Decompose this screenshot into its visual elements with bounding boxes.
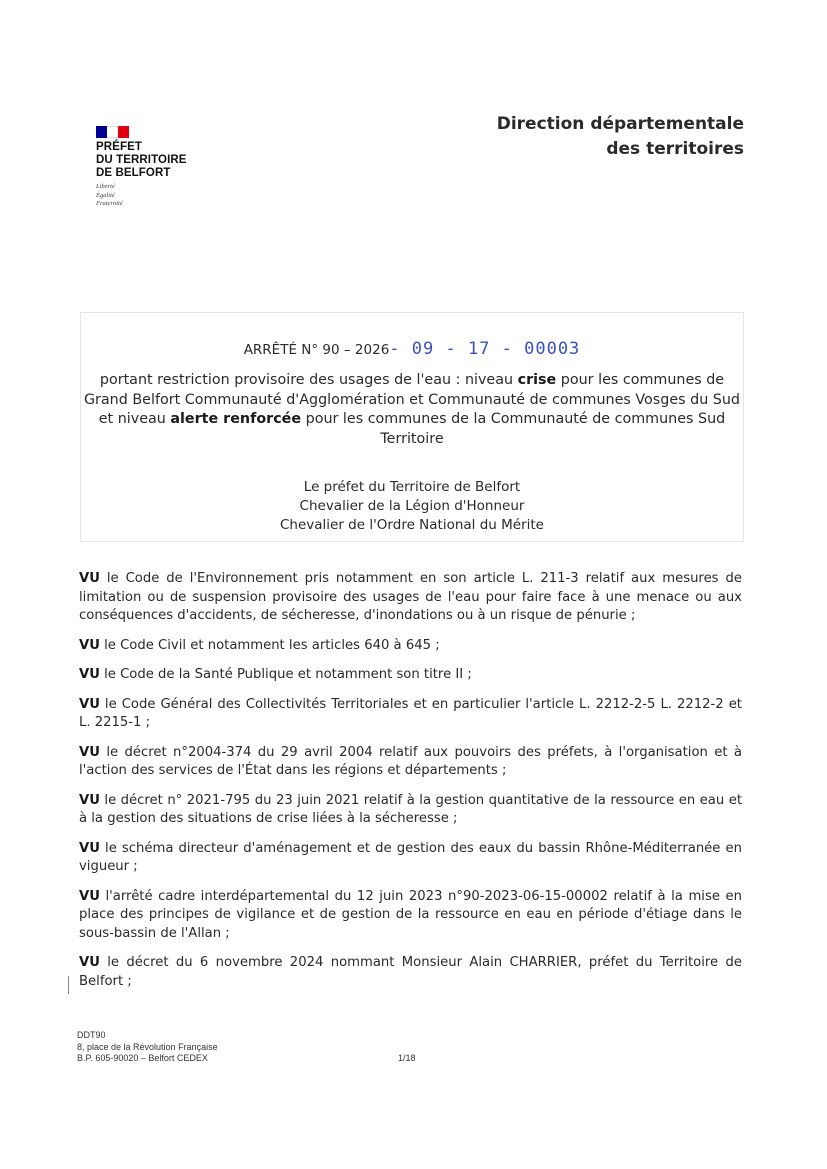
prefet-line-3: Chevalier de l'Ordre National du Mérite <box>279 517 544 533</box>
visa-paragraph <box>79 637 742 656</box>
marianne-logo <box>96 126 206 209</box>
logo-line-3: DE BELFORT <box>96 167 171 179</box>
visa-text: le Code de la Santé Publique et notamment son titre II ; <box>104 667 472 682</box>
visa-paragraph <box>79 696 742 733</box>
vu-keyword: VU <box>79 667 100 682</box>
logo-line-2: DU TERRITOIRE <box>96 154 187 166</box>
arrete-subject <box>81 371 743 449</box>
prefet-line-1: Le préfet du Territoire de Belfort <box>303 479 521 495</box>
direction-line-2: des territoires <box>606 139 744 159</box>
visa-text: le décret du 6 novembre 2024 nommant Monsieur Alain CHARRIER, préfet du Territoire de Belfort ; <box>79 955 742 989</box>
vu-keyword: VU <box>79 696 100 712</box>
motto-egalite: Égalité <box>96 191 115 199</box>
arrete-prefix: ARRÊTÉ N° 90 – 2026 <box>243 342 390 358</box>
vu-keyword: VU <box>79 571 100 586</box>
vu-keyword: VU <box>79 744 100 760</box>
subject-bold-crise: crise <box>517 372 557 388</box>
arrete-number <box>81 339 743 359</box>
vu-keyword: VU <box>79 637 100 653</box>
visa-text: le Code Général des Collectivités Territoriales et en particulier l'article L. 2212-2-5 L. 2212-2 et L. 2215-1 ; <box>79 696 742 730</box>
handwritten-number: - 09 - 17 - 00003 <box>389 339 581 359</box>
visa-text: le schéma directeur d'aménagement et de gestion des eaux du bassin Rhône-Méditerranée en vigueur ; <box>79 840 742 874</box>
arrete-title-box <box>80 312 744 542</box>
visa-paragraph <box>79 744 742 781</box>
visa-paragraph <box>79 954 742 991</box>
direction-line-1: Direction départementale <box>496 114 744 134</box>
page-number: 1/18 <box>398 1053 416 1063</box>
visa-text: le décret n° 2021-795 du 23 juin 2021 relatif à la gestion quantitative de la ressource en eau et à la gestion des situations de crise liées à la sécheresse ; <box>79 792 742 826</box>
visa-paragraph <box>79 570 742 626</box>
prefet-titles <box>81 478 743 535</box>
visa-text: le Code Civil et notamment les articles 640 à 645 ; <box>104 637 440 653</box>
direction-header <box>497 112 744 162</box>
vu-keyword: VU <box>79 792 100 808</box>
footer-line-3: B.P. 605-90020 – Belfort CEDEX <box>77 1053 208 1063</box>
vu-keyword: VU <box>79 840 100 856</box>
logo-line-1: PRÉFET <box>96 141 142 153</box>
prefet-line-2: Chevalier de la Légion d'Honneur <box>299 498 525 514</box>
vu-keyword: VU <box>79 888 100 904</box>
visa-text: l'arrêté cadre interdépartemental du 12 juin 2023 n°90-2023-06-15-00002 relatif à la mise en place des principes de vigilance et de gestion de la ressource en eau en période d'étiage dans le sous-bassin de l'Allan ; <box>79 888 742 941</box>
footer-line-2: 8, place de la Révolution Française <box>77 1041 218 1052</box>
visa-paragraph <box>79 666 742 685</box>
vu-keyword: VU <box>79 955 100 970</box>
visa-paragraph <box>79 840 742 877</box>
footer-line-1: DDT90 <box>77 1030 106 1040</box>
visas-list <box>79 570 742 1002</box>
visa-text: le Code de l'Environnement pris notamment en son article L. 211-3 relatif aux mesures de limitation ou de suspension provisoire des usages de l'eau pour faire face à une menace ou aux conséquences d'accidents, de sécheresse, d'inondations ou à un risque de pénurie ; <box>79 571 742 623</box>
visa-paragraph <box>79 888 742 944</box>
subject-part-1: portant restriction provisoire des usages de l'eau : niveau <box>99 372 518 388</box>
subject-bold-alerte: alerte renforcée <box>170 411 302 427</box>
republic-motto <box>96 183 206 209</box>
visa-text: le décret n°2004-374 du 29 avril 2004 relatif aux pouvoirs des préfets, à l'organisation et à l'action des services de l'État dans les régions et départements ; <box>79 744 743 778</box>
subject-part-3: pour les communes de la Communauté de communes Sud Territoire <box>301 411 726 447</box>
subject-part-2: pour les communes de Grand Belfort Communauté d'Agglomération et Communauté de communes Vosges du Sud et niveau <box>83 372 741 427</box>
motto-fraternite: Fraternité <box>96 200 123 207</box>
french-flag-icon <box>96 126 129 138</box>
margin-mark <box>68 976 69 994</box>
page-footer <box>77 1030 218 1065</box>
visa-paragraph <box>79 792 742 829</box>
motto-liberte: Liberté <box>96 183 115 190</box>
